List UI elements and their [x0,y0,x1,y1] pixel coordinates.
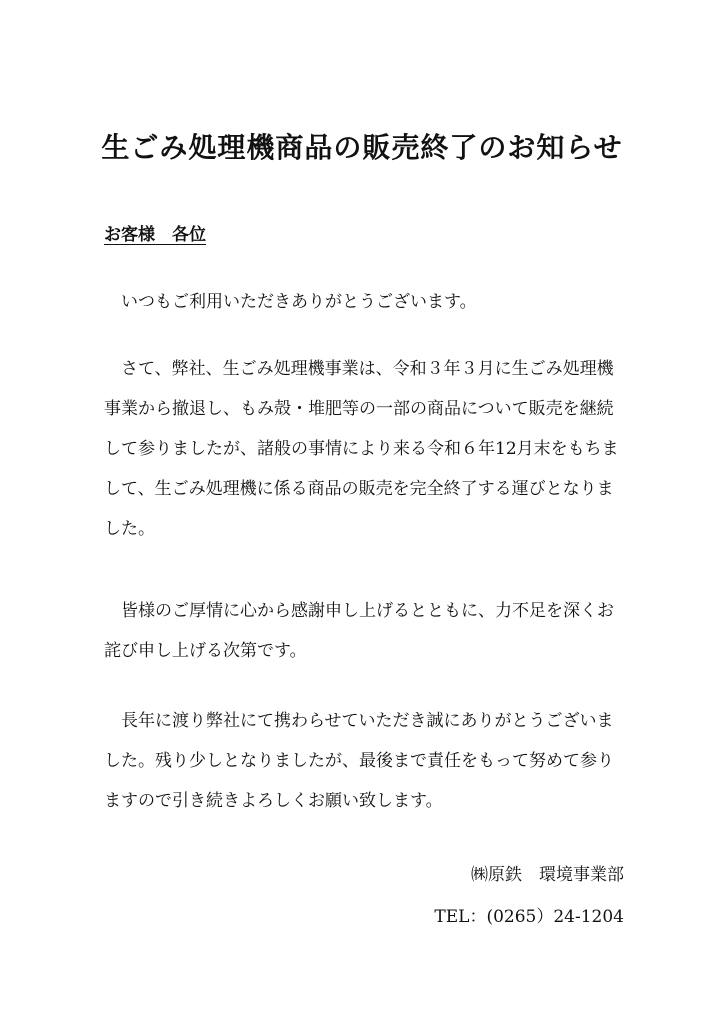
paragraph-gratitude [104,591,634,671]
paragraph-line: した。残り少しとなりましたが、最後まで責任をもって努めて参り [104,751,614,771]
paragraph-line: さて、弊社、生ごみ処理機事業は、令和３年３月に生ごみ処理機 [104,359,614,379]
paragraph-greeting [104,282,634,322]
paragraph-line: して、生ごみ処理機に係る商品の販売を完全終了する運びとなりま [104,479,614,499]
company-name: ㈱原鉄 環境事業部 [471,865,624,885]
paragraph-closing [104,701,634,821]
paragraph-line: 皆様のご厚情に心から感謝申し上げるとともに、力不足を深くお [104,601,614,621]
phone-number: TEL：(0265）24-1204 [434,907,624,927]
paragraph-line: ますので引き続きよろしくお願い致します。 [104,791,443,811]
addressee: お客様 各位 [104,225,206,245]
paragraph-line: 長年に渡り弊社にて携わらせていただき誠にありがとうございま [104,711,614,731]
paragraph-line: いつもご利用いただきありがとうございます。 [104,292,477,312]
paragraph-announcement [104,349,634,549]
paragraph-line: した。 [104,519,155,539]
paragraph-line: 事業から撤退し、もみ殻・堆肥等の一部の商品について販売を継続 [104,399,614,419]
paragraph-line: して参りましたが、諸般の事情により来る令和６年12月末をもちま [104,439,619,459]
notice-title: 生ごみ処理機商品の販売終了のお知らせ [101,131,623,164]
paragraph-line: 詫び申し上げる次第です。 [104,641,307,661]
